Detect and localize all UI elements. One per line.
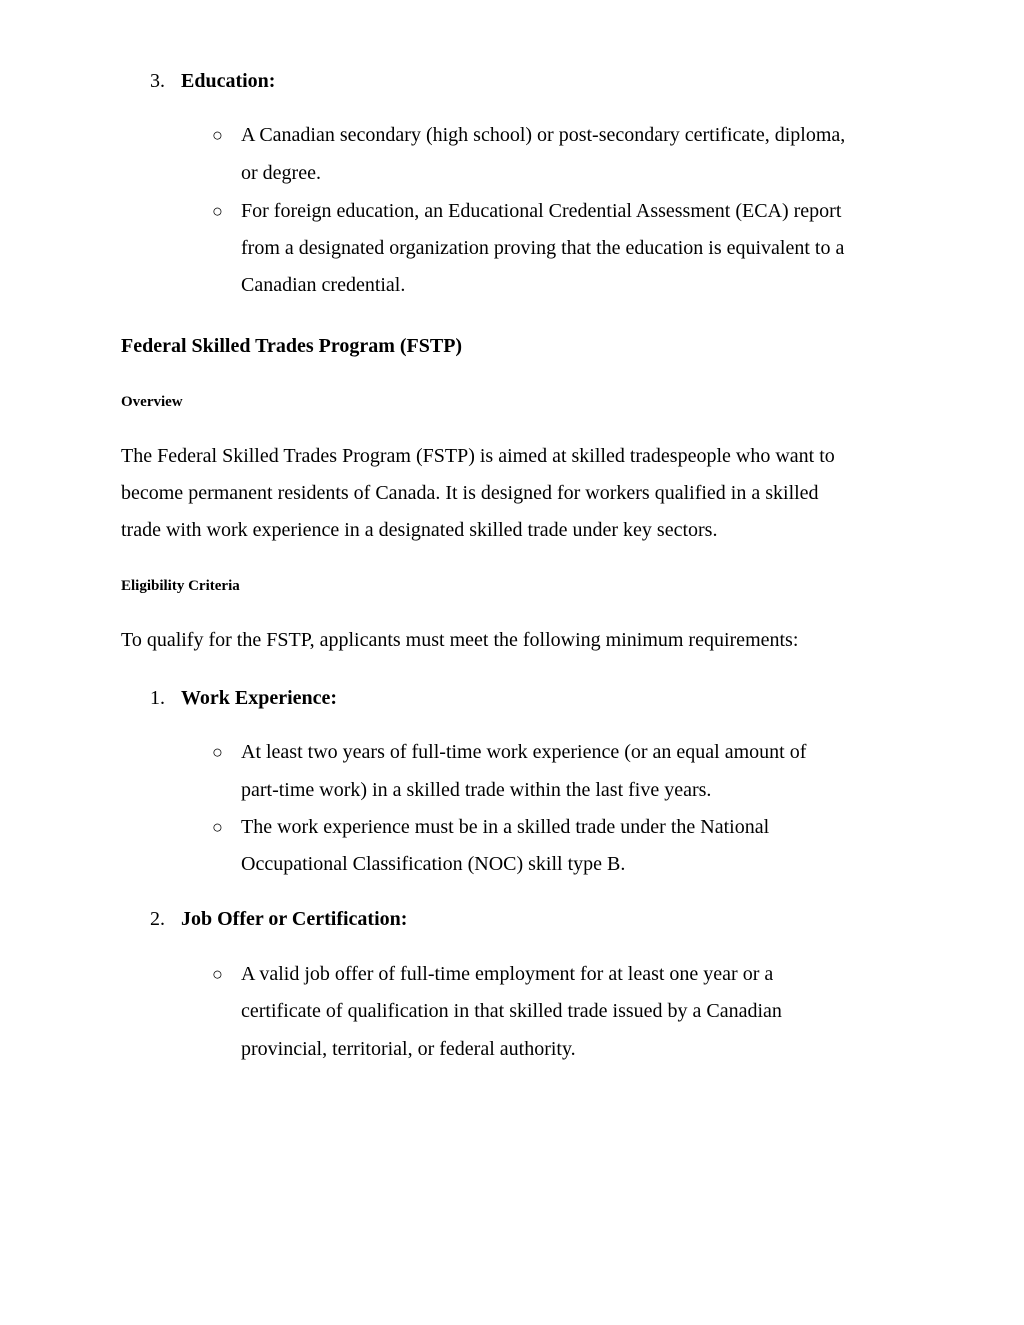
bullet-text-line: certificate of qualification in that skilled trade issued by a Canadian <box>241 1000 782 1022</box>
bullet-symbol: ○ <box>212 964 223 984</box>
paragraph-line: become permanent residents of Canada. It is designed for workers qualified in a skilled <box>121 482 819 504</box>
bullet-text-line: For foreign education, an Educational Credential Assessment (ECA) report <box>241 200 842 222</box>
subsection-heading: Eligibility Criteria <box>121 578 240 594</box>
list-number: 3. <box>150 70 165 92</box>
paragraph-line: trade with work experience in a designated skilled trade under key sectors. <box>121 519 718 541</box>
bullet-symbol: ○ <box>212 817 223 837</box>
bullet-symbol: ○ <box>212 742 223 762</box>
list-item-label: Job Offer or Certification: <box>181 908 408 930</box>
bullet-text-line: part-time work) in a skilled trade within the last five years. <box>241 779 712 801</box>
paragraph-line: The Federal Skilled Trades Program (FSTP) is aimed at skilled tradespeople who want to <box>121 445 835 467</box>
bullet-text-line: A valid job offer of full-time employment for at least one year or a <box>241 963 774 985</box>
bullet-text-line: Occupational Classification (NOC) skill type B. <box>241 853 626 875</box>
list-number: 2. <box>150 908 165 930</box>
bullet-symbol: ○ <box>212 201 223 221</box>
bullet-text-line: or degree. <box>241 162 321 184</box>
bullet-text-line: At least two years of full-time work experience (or an equal amount of <box>241 741 807 763</box>
bullet-text-line: Canadian credential. <box>241 274 406 296</box>
bullet-text-line: The work experience must be in a skilled trade under the National <box>241 816 770 838</box>
bullet-symbol: ○ <box>212 125 223 145</box>
list-item-label: Education: <box>181 70 276 92</box>
bullet-text-line: from a designated organization proving that the education is equivalent to a <box>241 237 845 259</box>
section-heading: Federal Skilled Trades Program (FSTP) <box>121 335 463 357</box>
paragraph-line: To qualify for the FSTP, applicants must meet the following minimum requirements: <box>121 629 799 651</box>
list-item-label: Work Experience: <box>181 687 338 709</box>
bullet-text-line: provincial, territorial, or federal authority. <box>241 1038 576 1060</box>
subsection-heading: Overview <box>121 394 183 410</box>
bullet-text-line: A Canadian secondary (high school) or post-secondary certificate, diploma, <box>241 124 846 146</box>
list-number: 1. <box>150 687 165 709</box>
